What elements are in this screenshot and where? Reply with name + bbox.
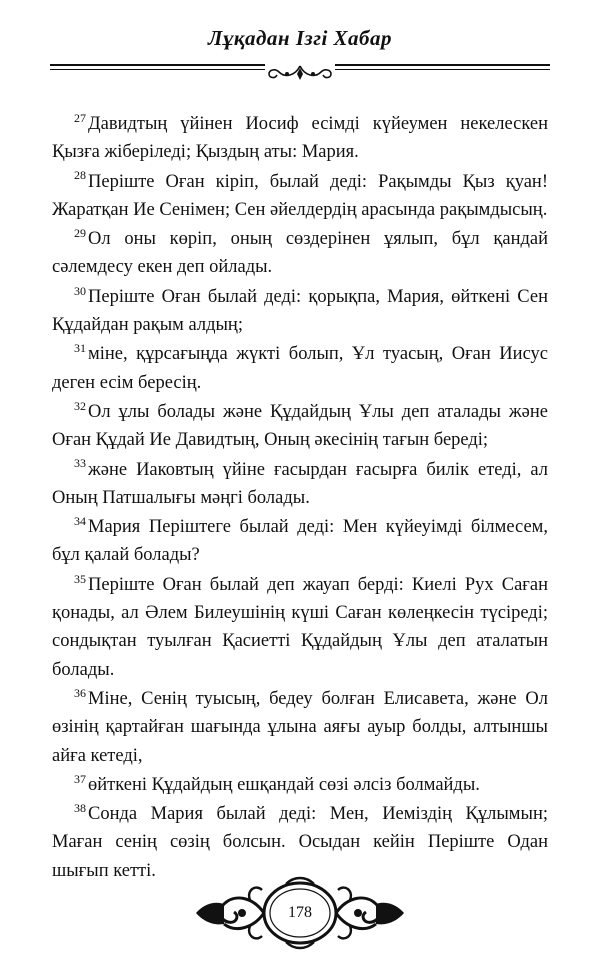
verse-number: 29 bbox=[74, 226, 86, 241]
verse-body: өйткені Құдайдың ешқандай сөзі әлсіз болмайды. bbox=[88, 774, 480, 795]
verse-body: және Иаковтың үйіне ғасырдан ғасырға билік етеді, ал Оның Патшалығы мәңгі болады. bbox=[52, 459, 548, 508]
verse-36 bbox=[52, 685, 548, 770]
verse-body: Міне, Сенің туысың, бедеу болған Елисавета, және Ол өзінің қартайған шағында ұлына аяғы ауыр болды, алтыншы айға кетеді, bbox=[52, 688, 548, 766]
verse-body: Періште Оған кіріп, былай деді: Рақымды Қыз қуан! Жаратқан Ие Сенімен; Сен әйелдердің арасында рақымдысың. bbox=[52, 171, 548, 220]
verse-31 bbox=[52, 340, 548, 397]
verse-body: Періште Оған былай деп жауап берді: Киелі Рух Саған қонады, ал Әлем Билеушінің күші Саған көлеңкесін түсіреді; сондықтан туылған Қасиетті Құдайдың Ұлы деп аталатын болады. bbox=[52, 574, 548, 680]
header-title: Лұқадан Ізгі Хабар bbox=[207, 26, 393, 50]
verse-29 bbox=[52, 225, 548, 282]
verse-27 bbox=[52, 110, 548, 167]
verse-number: 31 bbox=[74, 341, 86, 356]
verse-body: Сонда Мария былай деді: Мен, Иемiздiң Құлымын; Маған сенің сөзің болсын. Осыдан кейін Періште Одан шығып кетті. bbox=[52, 804, 548, 881]
verse-text bbox=[52, 110, 548, 886]
verse-number: 38 bbox=[74, 800, 86, 815]
verse-body: Ол ұлы болады және Құдайдың Ұлы деп аталады және Оған Құдай Ие Давидтың, Оның әкесінің тағын береді; bbox=[52, 401, 548, 451]
verse-body: міне, құрсағыңда жүкті болып, Ұл туасың, Оған Иисус деген есім бересің. bbox=[52, 344, 548, 393]
verse-number: 33 bbox=[74, 456, 86, 471]
verse-35 bbox=[52, 571, 548, 684]
verse-number: 34 bbox=[74, 514, 86, 528]
verse-33 bbox=[52, 456, 548, 513]
verse-number: 32 bbox=[74, 398, 86, 413]
verse-number: 28 bbox=[74, 168, 86, 183]
verse-body: Періште Оған былай деді: қорықпа, Мария, өйткені Сен Құдайдан рақым алдың; bbox=[52, 286, 548, 336]
verse-number: 27 bbox=[74, 110, 86, 125]
verse-32 bbox=[52, 398, 548, 455]
verse-body: Давидтың үйінен Иосиф есімді күйеумен некелескен Қызға жіберіледі; Қыздың аты: Мария. bbox=[52, 114, 548, 163]
page-number: 178 bbox=[288, 904, 312, 921]
verse-body: Ол оны көріп, оның сөздерінен ұялып, бұл қандай сәлемдесу екен деп ойлады. bbox=[52, 229, 548, 278]
verse-number: 30 bbox=[74, 283, 86, 298]
verse-37 bbox=[52, 771, 548, 799]
verse-number: 37 bbox=[74, 771, 86, 786]
verse-number: 36 bbox=[74, 685, 86, 700]
verse-body: Мария Періштеге былай деді: Мен күйеуімді білмесем, бұл қалай болады? bbox=[52, 517, 548, 566]
verse-34 bbox=[52, 513, 548, 570]
verse-30 bbox=[52, 283, 548, 340]
ornament-flourish-icon bbox=[265, 62, 335, 88]
verse-28 bbox=[52, 168, 548, 225]
verse-number: 35 bbox=[74, 571, 86, 586]
verse-38 bbox=[52, 800, 548, 885]
